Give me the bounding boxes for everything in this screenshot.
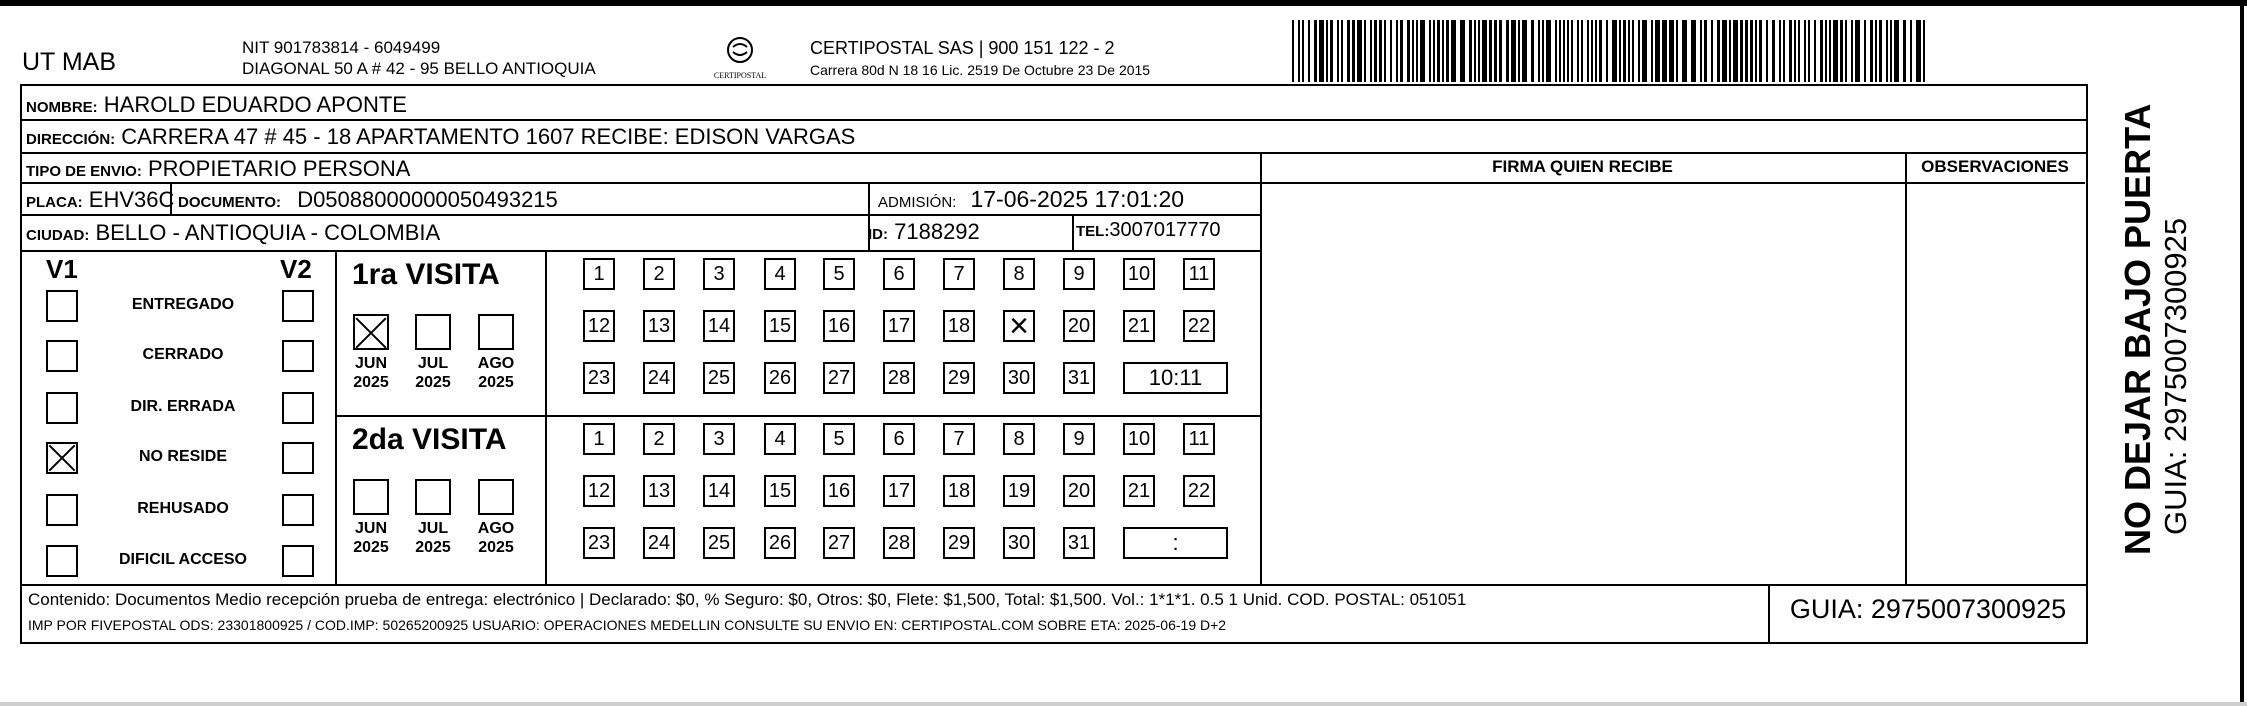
day-checkbox[interactable]: 19 xyxy=(1003,475,1035,507)
day-checkbox[interactable]: 8 xyxy=(1003,423,1035,455)
day-checkbox[interactable]: 24 xyxy=(643,362,675,394)
day-checkbox[interactable]: 9 xyxy=(1063,423,1095,455)
admision-row xyxy=(878,186,1184,213)
month-name: JUN xyxy=(354,355,387,372)
documento-label: DOCUMENTO: xyxy=(178,194,282,211)
day-checkbox[interactable]: 31 xyxy=(1063,362,1095,394)
month-year: 2025 xyxy=(353,539,389,556)
day-checkbox[interactable]: 24 xyxy=(643,527,675,559)
day-checkbox[interactable]: 13 xyxy=(643,475,675,507)
month-checkbox[interactable] xyxy=(478,314,514,350)
obs-left-line xyxy=(1905,152,1907,584)
month-checkbox[interactable] xyxy=(478,479,514,515)
side-warning xyxy=(2118,104,2194,555)
tel-row xyxy=(1076,219,1221,242)
day-checkbox[interactable]: 22 xyxy=(1183,475,1215,507)
day-checkbox[interactable]: 16 xyxy=(823,475,855,507)
day-checkbox[interactable]: 1 xyxy=(583,258,615,290)
v1-checkbox[interactable] xyxy=(46,545,78,577)
tel-value: 3007017770 xyxy=(1109,219,1221,241)
day-checkbox[interactable]: 13 xyxy=(643,310,675,342)
v2-checkbox[interactable] xyxy=(282,340,314,372)
month-checkbox[interactable] xyxy=(415,479,451,515)
month-name: JUL xyxy=(417,520,449,537)
tipo-row xyxy=(26,156,410,182)
v1-label: V1 xyxy=(46,254,78,284)
day-checkbox[interactable]: 11 xyxy=(1183,258,1215,290)
row-divider xyxy=(20,119,2088,121)
month-year: 2025 xyxy=(415,374,451,391)
v2-checkbox[interactable] xyxy=(282,442,314,474)
row-divider xyxy=(20,152,2088,154)
day-checkbox[interactable]: 21 xyxy=(1123,310,1155,342)
day-checkbox[interactable]: 6 xyxy=(883,423,915,455)
day-checkbox[interactable]: 4 xyxy=(764,258,796,290)
day-checkbox[interactable]: 18 xyxy=(943,475,975,507)
placa-row xyxy=(26,187,174,213)
day-checkbox[interactable]: 30 xyxy=(1003,527,1035,559)
ciudad-label: CIUDAD: xyxy=(26,227,90,244)
day-checkbox[interactable]: 18 xyxy=(943,310,975,342)
day-checkbox[interactable]: 14 xyxy=(703,475,735,507)
month-checkbox[interactable] xyxy=(415,314,451,350)
documento-value: D05088000000050493215 xyxy=(297,187,558,212)
day-checkbox[interactable]: 21 xyxy=(1123,475,1155,507)
barcode xyxy=(1290,20,1930,82)
day-checkbox[interactable]: 23 xyxy=(583,527,615,559)
bottom-border xyxy=(0,702,2247,706)
admision-label: ADMISIÓN: xyxy=(878,194,957,211)
day-checkbox[interactable]: 22 xyxy=(1183,310,1215,342)
visit-divider xyxy=(545,250,547,584)
admision-value: 17-06-2025 17:01:20 xyxy=(970,186,1185,212)
day-checkbox[interactable]: 15 xyxy=(764,310,796,342)
v1-checkbox[interactable] xyxy=(46,494,78,526)
month-name: JUL xyxy=(417,355,449,372)
day-checkbox[interactable]: 11 xyxy=(1183,423,1215,455)
day-checkbox[interactable]: 14 xyxy=(703,310,735,342)
direccion-row xyxy=(26,124,855,150)
day-checkbox[interactable]: 9 xyxy=(1063,258,1095,290)
visit-time[interactable]: : xyxy=(1123,527,1228,559)
month-year: 2025 xyxy=(353,374,389,391)
nombre-row xyxy=(26,92,407,118)
footer-guia: GUIA: 2975007300925 xyxy=(1789,594,2067,624)
company-code: UT MAB xyxy=(22,48,116,76)
month-checkbox[interactable] xyxy=(353,314,389,350)
day-checkbox[interactable]: 12 xyxy=(583,310,615,342)
day-checkbox[interactable]: 2 xyxy=(643,258,675,290)
day-checkbox[interactable]: 4 xyxy=(764,423,796,455)
nombre-value: HAROLD EDUARDO APONTE xyxy=(103,92,407,117)
day-checkbox[interactable]: 26 xyxy=(764,362,796,394)
placa-label: PLACA: xyxy=(26,194,83,211)
day-checkbox[interactable]: 17 xyxy=(883,310,915,342)
direccion-label: DIRECCIÓN: xyxy=(26,131,116,148)
documento-row xyxy=(178,187,558,213)
direccion-value: CARRERA 47 # 45 - 18 APARTAMENTO 1607 RECIBE: EDISON VARGAS xyxy=(121,124,856,149)
day-checkbox[interactable]: 3 xyxy=(703,258,735,290)
day-checkbox[interactable]: 1 xyxy=(583,423,615,455)
ciudad-value: BELLO - ANTIOQUIA - COLOMBIA xyxy=(95,220,441,245)
firma-header: FIRMA QUIEN RECIBE xyxy=(1492,157,1673,176)
day-checkbox[interactable]: 29 xyxy=(943,527,975,559)
v2-checkbox[interactable] xyxy=(282,545,314,577)
month-year: 2025 xyxy=(478,374,514,391)
footer-line-2: IMP POR FIVEPOSTAL ODS: 23301800925 / COD.IMP: 50265200925 USUARIO: OPERACIONES MEDELLIN CONSULTE SU ENVIO EN: CERTIPOSTAL.COM SOBRE ETA: 2025-06-19 D+2 xyxy=(28,617,1227,633)
day-checkbox[interactable]: 3 xyxy=(703,423,735,455)
status-label: CERRADO xyxy=(142,346,224,363)
v2-checkbox[interactable] xyxy=(282,392,314,424)
firma-left-line xyxy=(1260,152,1262,584)
day-checkbox[interactable]: 23 xyxy=(583,362,615,394)
nit: NIT 901783814 - 6049499 xyxy=(242,38,441,57)
month-label xyxy=(405,519,461,557)
day-checkbox[interactable]: 2 xyxy=(643,423,675,455)
day-checkbox[interactable]: 17 xyxy=(883,475,915,507)
side-warning-line-1: NO DEJAR BAJO PUERTA xyxy=(2117,103,2158,555)
day-checkbox[interactable]: 6 xyxy=(883,258,915,290)
visit-time[interactable]: 10:11 xyxy=(1123,362,1228,394)
top-border xyxy=(0,0,2247,6)
day-checkbox[interactable]: 30 xyxy=(1003,362,1035,394)
day-checkbox[interactable]: 28 xyxy=(883,527,915,559)
tipo-value: PROPIETARIO PERSONA xyxy=(147,156,411,181)
day-checkbox[interactable]: 5 xyxy=(823,423,855,455)
month-name: AGO xyxy=(477,520,515,537)
month-label xyxy=(343,354,399,392)
visit-title: 2da VISITA xyxy=(352,423,507,456)
status-label: ENTREGADO xyxy=(131,296,235,313)
right-border xyxy=(2240,0,2244,706)
month-label xyxy=(343,519,399,557)
id-row xyxy=(868,219,1068,245)
status-label: REHUSADO xyxy=(137,500,229,517)
day-checkbox[interactable]: 7 xyxy=(943,423,975,455)
v2-checkbox[interactable] xyxy=(282,494,314,526)
month-year: 2025 xyxy=(478,539,514,556)
tel-label: TEL: xyxy=(1076,223,1110,240)
nombre-label: NOMBRE: xyxy=(26,99,98,116)
day-checkbox[interactable]: 27 xyxy=(823,527,855,559)
ciudad-row xyxy=(26,220,440,246)
status-divider xyxy=(335,250,337,584)
company-address: DIAGONAL 50 A # 42 - 95 BELLO ANTIOQUIA xyxy=(242,59,596,78)
month-label xyxy=(468,519,524,557)
day-checkbox[interactable]: 15 xyxy=(764,475,796,507)
certipostal-logo xyxy=(710,34,770,84)
day-checkbox[interactable]: 20 xyxy=(1063,475,1095,507)
month-year: 2025 xyxy=(415,539,451,556)
logo-text: CERTIPOSTAL xyxy=(713,71,767,80)
cert-line-2: Carrera 80d N 18 16 Lic. 2519 De Octubre 23 De 2015 xyxy=(810,62,1151,78)
day-checkbox[interactable]: 8 xyxy=(1003,258,1035,290)
day-checkbox[interactable]: 25 xyxy=(703,362,735,394)
day-checkbox[interactable]: 31 xyxy=(1063,527,1095,559)
day-checkbox[interactable] xyxy=(1003,310,1035,342)
v1-checkbox[interactable] xyxy=(46,392,78,424)
day-checkbox[interactable]: 10 xyxy=(1123,258,1155,290)
footer-divider xyxy=(20,584,2088,586)
id-label: ID: xyxy=(868,226,888,243)
visit-title: 1ra VISITA xyxy=(352,258,500,291)
status-label: DIR. ERRADA xyxy=(130,398,236,415)
month-name: AGO xyxy=(477,355,515,372)
footer-line-1: Contenido: Documentos Medio recepción prueba de entrega: electrónico | Declarado: $0, % Seguro: $0, Otros: $0, Flete: $1,500, Total: $1,500. Vol.: 1*1*1. 0.5 1 Unid. COD. POSTAL: 051051 xyxy=(28,590,1467,609)
v1-checkbox[interactable] xyxy=(46,290,78,322)
day-checkbox[interactable]: 12 xyxy=(583,475,615,507)
visit-row-divider xyxy=(335,415,1260,417)
v1-checkbox[interactable] xyxy=(46,340,78,372)
v2-checkbox[interactable] xyxy=(282,290,314,322)
month-label xyxy=(405,354,461,392)
cert-line-1: CERTIPOSTAL SAS | 900 151 122 - 2 xyxy=(810,38,1115,58)
row-divider xyxy=(20,250,1260,252)
v1-checkbox[interactable] xyxy=(46,442,78,474)
month-label xyxy=(468,354,524,392)
day-checkbox[interactable]: 28 xyxy=(883,362,915,394)
tel-divider xyxy=(1072,214,1074,250)
side-guia: GUIA: 2975007300925 xyxy=(2158,217,2193,535)
day-checkbox[interactable]: 7 xyxy=(943,258,975,290)
obs-divider xyxy=(1905,182,2085,184)
day-checkbox[interactable]: 5 xyxy=(823,258,855,290)
v2-label: V2 xyxy=(280,254,312,284)
day-checkbox[interactable]: 10 xyxy=(1123,423,1155,455)
status-label: NO RESIDE xyxy=(138,448,227,465)
tipo-label: TIPO DE ENVIO: xyxy=(26,163,142,180)
day-checkbox[interactable]: 25 xyxy=(703,527,735,559)
status-label: DIFICIL ACCESO xyxy=(118,551,247,568)
firma-divider xyxy=(1260,182,1905,184)
placa-value: EHV36C xyxy=(88,187,175,212)
day-checkbox[interactable]: 26 xyxy=(764,527,796,559)
observaciones-header: OBSERVACIONES xyxy=(1921,157,2069,176)
row-divider xyxy=(20,214,1260,216)
day-checkbox[interactable]: 16 xyxy=(823,310,855,342)
row-divider xyxy=(20,182,1260,184)
month-checkbox[interactable] xyxy=(353,479,389,515)
day-checkbox[interactable]: 20 xyxy=(1063,310,1095,342)
id-value: 7188292 xyxy=(894,219,980,244)
certipostal-info xyxy=(810,37,1150,81)
month-name: JUN xyxy=(354,520,387,537)
day-checkbox[interactable]: 27 xyxy=(823,362,855,394)
company-info xyxy=(242,37,596,79)
day-checkbox[interactable]: 29 xyxy=(943,362,975,394)
